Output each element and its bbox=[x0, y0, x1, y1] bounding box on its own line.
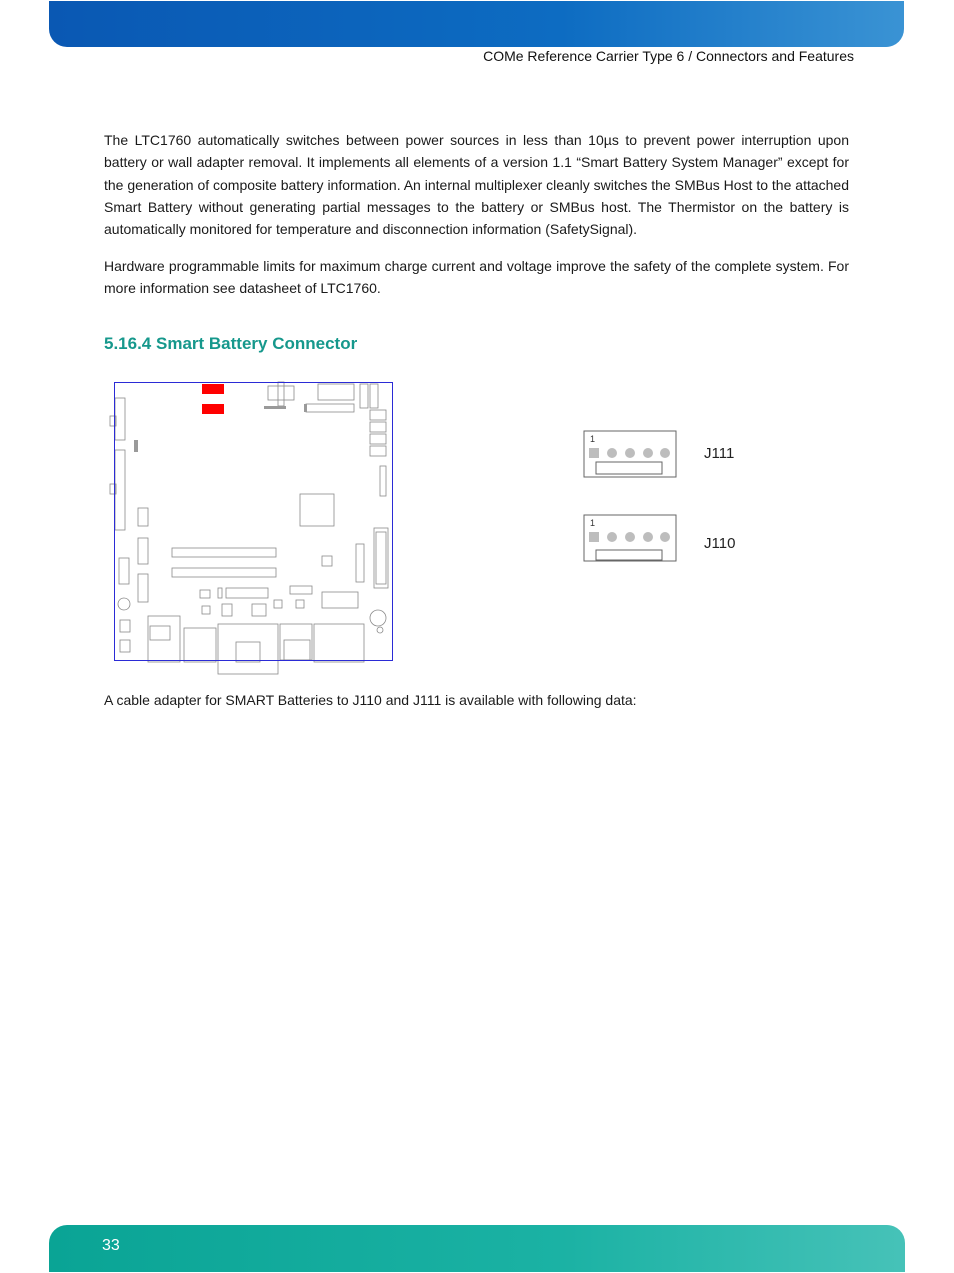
highlight-j111 bbox=[202, 384, 224, 394]
page-number: 33 bbox=[102, 1237, 120, 1254]
connector-j111-drawing bbox=[582, 428, 680, 480]
pin-one-label: 1 bbox=[590, 434, 596, 444]
board-outline bbox=[115, 383, 393, 661]
paragraph-hardware-limits: Hardware programmable limits for maximum charge current and voltage improve the safety of the complete system. For more information see datasheet of LTC1760. bbox=[104, 258, 849, 297]
pin-one-label: 1 bbox=[590, 518, 596, 528]
board-layout-diagram bbox=[108, 380, 398, 676]
connector-label-j110: J110 bbox=[704, 535, 736, 552]
highlight-j110 bbox=[202, 404, 224, 414]
top-header-band bbox=[49, 1, 904, 47]
section-heading: 5.16.4 Smart Battery Connector bbox=[104, 334, 358, 353]
connector-label-j111: J111 bbox=[704, 445, 735, 462]
running-header-title: COMe Reference Carrier Type 6 / Connectors and Features bbox=[483, 48, 854, 64]
paragraph-cable-adapter: A cable adapter for SMART Batteries to J110 and J111 is available with following data: bbox=[104, 692, 637, 708]
footer-band bbox=[49, 1225, 905, 1272]
connector-j110-drawing bbox=[582, 512, 680, 564]
paragraph-ltc1760-switching: The LTC1760 automatically switches between power sources in less than 10µs to prevent power interruption upon battery or wall adapter removal. It implements all elements of a version 1.1 “Smart Battery System Manager” except for the generation of composite battery information. An internal multiplexer cleanly switches the SMBus Host to the attached Smart Battery without generating partial messages to the battery or SMBus host. The Thermistor on the battery is automatically monitored for temperature and disconnection information (SafetySignal). bbox=[104, 132, 849, 238]
